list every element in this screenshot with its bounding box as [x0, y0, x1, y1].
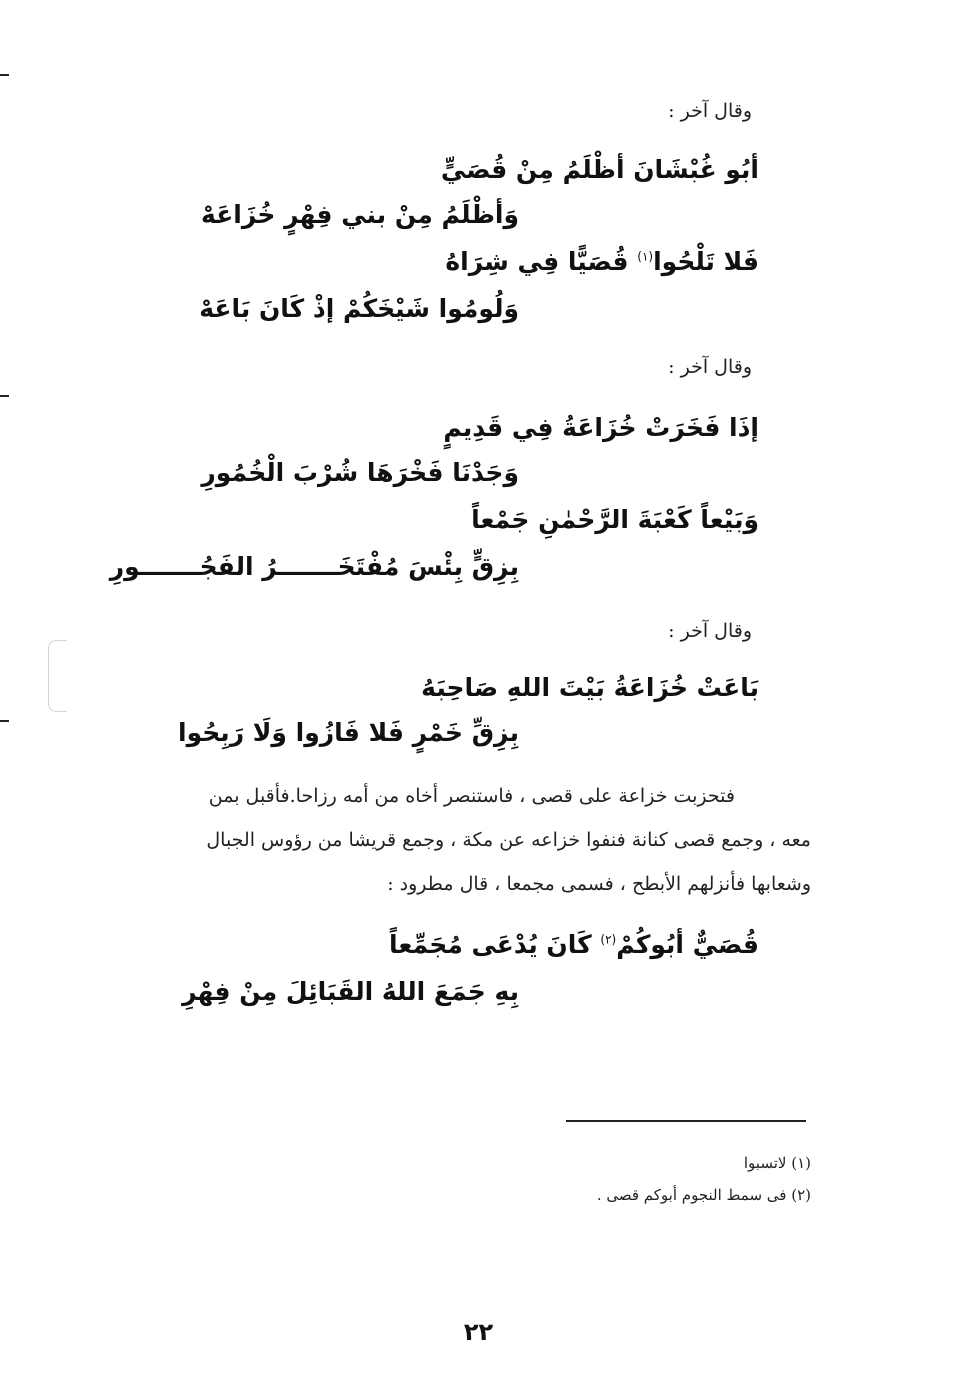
verse-line: بِزِقٍّ بِئْسَ مُفْتَخَـــــــرُ الفَجُـــــــورِ	[109, 552, 519, 581]
footnote-divider	[566, 1120, 806, 1122]
verse-line: وَلُومُوا شَيْخَكُمْ إذْ كَانَ بَاعَهْ	[199, 294, 519, 323]
footnote-marker: (١)	[637, 249, 654, 264]
section-intro: وقال آخر :	[668, 620, 752, 642]
verse-word: قُصَيًّا فِي شِرَاهُ	[445, 247, 629, 276]
footnote-marker: (٢)	[600, 932, 617, 947]
verse-line: وَبَيْعاً كَعْبَةَ الرَّحْمٰنِ جَمْعاً	[471, 505, 759, 534]
verse-line: بَاعَتْ خُزَاعَةُ بَيْتَ اللهِ صَاحِبَهُ	[421, 673, 759, 702]
prose-line: وشعابها فأنزلهم الأبطح ، فسمى مجمعا ، قال مطرود :	[387, 873, 811, 895]
margin-mark	[0, 395, 9, 397]
verse-line: بِهِ جَمَعَ اللهُ القَبَائِلَ مِنْ فِهْرِ	[182, 977, 519, 1006]
margin-mark	[0, 720, 9, 722]
verse-line: وَأظْلَمُ مِنْ بني فِهْرٍ خُزَاعَهْ	[201, 200, 519, 229]
verse-line: بِزِقِّ خَمْرٍ فَلا فَازُوا وَلَا رَبِحُوا	[178, 718, 519, 747]
verse-line: أبُو غُبْشَانَ أظْلَمُ مِنْ قُصَيٍّ	[440, 155, 759, 184]
prose-line: معه ، وجمع قصى كنانة فنفوا خزاعه عن مكة ، وجمع قريشا من رؤوس الجبال	[206, 829, 811, 851]
footnote: (١) لاتسبوا	[743, 1154, 811, 1172]
page-number: ٢٢	[463, 1318, 494, 1346]
verse-line	[389, 930, 759, 959]
verse-word: قُصَيٌّ أبُوكُمْ	[616, 930, 759, 959]
margin-mark	[0, 74, 9, 76]
section-intro: وقال آخر :	[668, 100, 752, 122]
section-intro: وقال آخر :	[668, 356, 752, 378]
prose-line: فتحزبت خزاعة على قصى ، فاستنصر أخاه من أمه رزاحا.فأقبل بمن	[208, 785, 735, 807]
verse-word: كَانَ يُدْعَى مُجَمِّعاً	[389, 930, 592, 959]
margin-bracket	[48, 640, 67, 712]
footnote: (٢) فى سمط النجوم أبوكم قصى .	[596, 1186, 811, 1204]
verse-word: فَلا تَلْحُوا	[653, 247, 759, 276]
verse-line: وَجَدْنَا فَخْرَهَا شُرْبَ الْخُمُورِ	[201, 458, 519, 487]
verse-line: إذَا فَخَرَتْ خُزَاعَةُ فِي قَدِيمٍ	[443, 413, 759, 442]
verse-line	[445, 247, 759, 276]
